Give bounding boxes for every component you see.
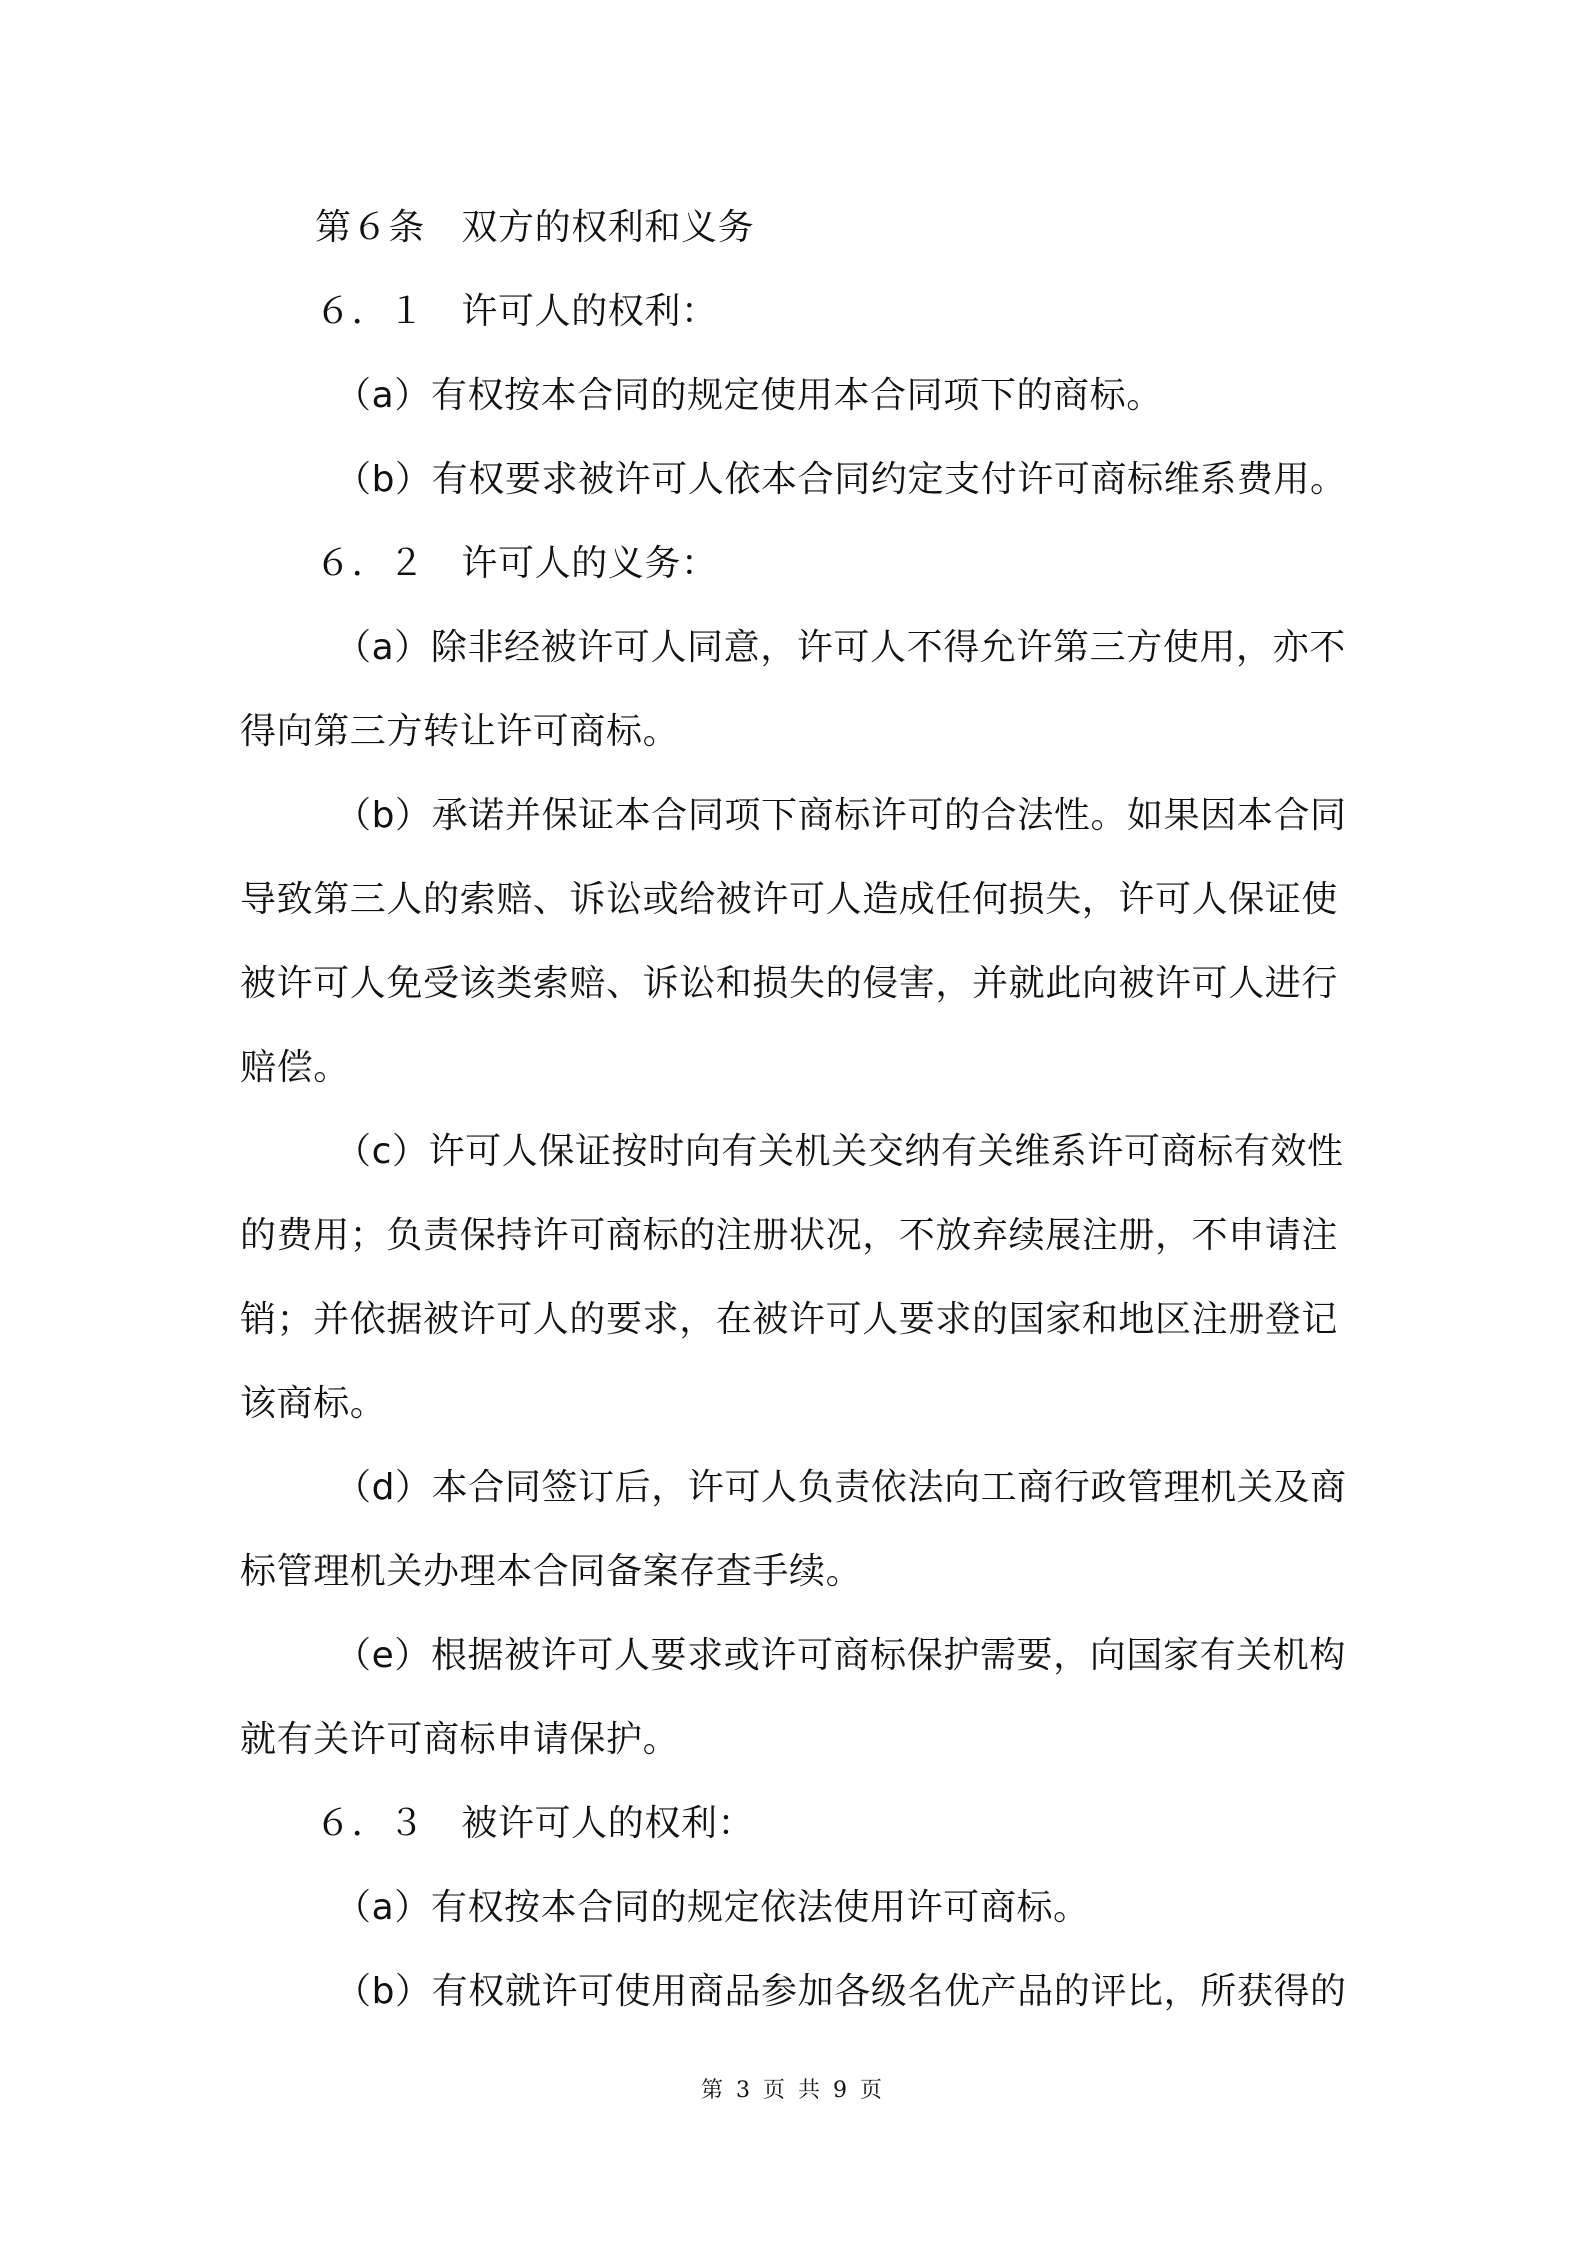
- paragraph-6-3-a: （a）有权按本合同的规定依法使用许可商标。: [335, 1887, 1090, 1928]
- paragraph-6-2-d-line-1: （d）本合同签订后，许可人负责依法向工商行政管理机关及商: [335, 1467, 1347, 1508]
- paragraph-6-1-b: （b）有权要求被许可人依本合同约定支付许可商标维系费用。: [335, 459, 1347, 500]
- paragraph-6-2-a-line-1: （a）除非经被许可人同意，许可人不得允许第三方使用，亦不: [335, 627, 1346, 668]
- paragraph-6-2-b-line-3: 被许可人免受该类索赔、诉讼和损失的侵害，并就此向被许可人进行: [240, 963, 1339, 1004]
- paragraph-6-1-a: （a）有权按本合同的规定使用本合同项下的商标。: [335, 375, 1163, 416]
- page-number-footer: 第 3 页 共 9 页: [701, 2078, 885, 2103]
- section-6-2-heading: ６．２ 许可人的义务：: [315, 543, 718, 584]
- article-6-heading: 第６条 双方的权利和义务: [315, 207, 755, 248]
- section-6-1-heading: ６．１ 许可人的权利：: [315, 291, 718, 332]
- paragraph-6-3-b-line-1: （b）有权就许可使用商品参加各级名优产品的评比，所获得的: [335, 1971, 1347, 2012]
- section-6-3-heading: ６．３ 被许可人的权利：: [315, 1803, 755, 1844]
- paragraph-6-2-c-line-3: 销；并依据被许可人的要求，在被许可人要求的国家和地区注册登记: [240, 1299, 1339, 1340]
- paragraph-6-2-c-line-2: 的费用；负责保持许可商标的注册状况，不放弃续展注册，不申请注: [240, 1215, 1339, 1256]
- paragraph-6-2-a-line-2: 得向第三方转让许可商标。: [240, 711, 680, 752]
- paragraph-6-2-b-line-1: （b）承诺并保证本合同项下商标许可的合法性。如果因本合同: [335, 795, 1347, 836]
- paragraph-6-2-e-line-1: （e）根据被许可人要求或许可商标保护需要，向国家有关机构: [335, 1635, 1346, 1676]
- paragraph-6-2-c-line-4: 该商标。: [240, 1383, 387, 1424]
- paragraph-6-2-b-line-2: 导致第三人的索赔、诉讼或给被许可人造成任何损失，许可人保证使: [240, 879, 1339, 920]
- paragraph-6-2-e-line-2: 就有关许可商标申请保护。: [240, 1719, 680, 1760]
- paragraph-6-2-c-line-1: （c）许可人保证按时向有关机关交纳有关维系许可商标有效性: [335, 1131, 1344, 1172]
- paragraph-6-2-b-line-4: 赔偿。: [240, 1047, 350, 1088]
- paragraph-6-2-d-line-2: 标管理机关办理本合同备案存查手续。: [240, 1551, 863, 1592]
